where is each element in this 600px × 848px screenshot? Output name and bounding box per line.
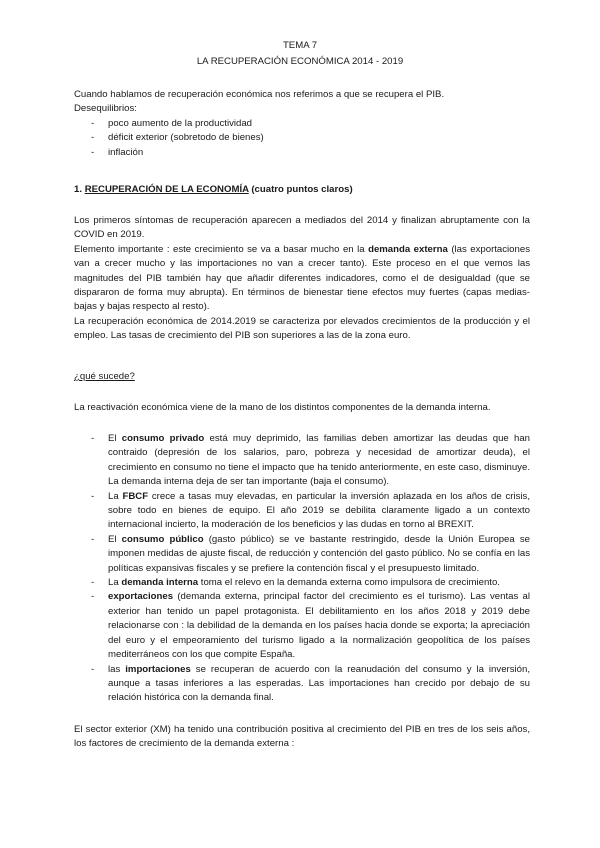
text-run: Elemento importante : este crecimiento se va a basar mucho en la: [74, 243, 369, 255]
dash-marker: -: [91, 591, 95, 603]
list-item: [74, 432, 530, 490]
list-item-text: poco aumento de la productividad: [108, 117, 253, 129]
paragraph: El sector exterior (XM) ha tenido una contribución positiva al crecimiento del PIB en tres de los seis años, los factores de crecimiento de la demanda externa :: [74, 724, 530, 750]
section-body: [74, 214, 530, 344]
document-title: LA RECUPERACIÓN ECONÓMICA 2014 - 2019: [196, 56, 404, 67]
text-run: crece a tasas muy elevadas, en particular la inversión aplazada en los años de crisis, sobre todo en bienes de equipo. El año 2019 se debilita claramente ligado a un contexto internacional incierto, la moderación de los beneficios y las dudas en torno al BREXIT.: [108, 490, 530, 531]
dash-marker: -: [91, 533, 95, 545]
text-run: El: [108, 433, 122, 444]
list-item: [74, 663, 530, 706]
section-number: 1.: [74, 184, 83, 195]
document-header: [0, 38, 600, 70]
intro-block: [74, 88, 530, 160]
paragraph: [74, 243, 530, 315]
list-item: [74, 490, 530, 533]
list-item-text: déficit exterior (sobretodo de bienes): [108, 132, 264, 144]
list-item: [74, 117, 530, 131]
dash-marker: -: [91, 577, 95, 589]
bold-term: importaciones: [125, 663, 191, 675]
tema-label: TEMA 7: [282, 40, 318, 51]
dash-marker: -: [91, 433, 95, 444]
text-run: La: [108, 577, 122, 589]
bold-term: FBCF: [122, 490, 149, 502]
list-item-text: inflación: [108, 146, 144, 158]
text-run: El: [108, 533, 122, 545]
section-heading: [74, 183, 353, 197]
text-run: está muy deprimido, las familias deben amortizar las deudas que han contraido (depresión de los salarios, paro, pobreza y necesidad de amortizar deuda), el crecimiento en consumo no tiene el impacto que ha tenido anteriormente, en este caso, disminuye. La demanda interna deja de ser tan importante (baja el consumo).: [108, 433, 530, 488]
text-run: (gasto público) se ve bastante restringido, desde la Unión Europea se imponen medidas de ajuste fiscal, de reducción y contención del gasto público. No se confía en las políticas expansivas fiscales y se prefiere la contención fiscal y el presupuesto limitado.: [108, 533, 531, 574]
bold-term: demanda externa: [368, 243, 448, 255]
intro-line: Cuando hablamos de recuperación económica nos referimos a que se recupera el PIB.: [74, 89, 445, 100]
paragraph: Los primeros síntomas de recuperación aparecen a mediados del 2014 y finalizan abruptamente con la COVID en 2019.: [74, 215, 530, 241]
subheading: ¿qué sucede?: [74, 371, 135, 382]
text-run: (demanda externa, principal factor del crecimiento es el turismo). Las ventas al exterior han tenido un papel protagonista. El debilitamiento en los años 2018 y 2019 debe relacionarse con : la debilidad de la demanda en los países hacia donde se exporta; la apreciación del euro y el empeoramiento del turismo ligado a la normalización geopolítica de los países mediterráneos con los que compite España.: [108, 591, 530, 661]
text-run: (las exportaciones van a crecer mucho y las importaciones no van a crecer tanto). Este proceso en el que vemos las magnitudes del PIB también hay que añadir diferentes indicadores, como el de desigualdad (que se dispararon de forma muy abrupta). En términos de bienestar tiene efectos muy fuertes (capas medias-bajas y bajas respecto al resto).: [74, 243, 530, 313]
list-item: [74, 533, 530, 576]
paragraph: La reactivación económica viene de la mano de los distintos componentes de la demanda interna.: [74, 402, 491, 413]
bold-term: consumo privado: [121, 433, 205, 444]
list-item: [74, 146, 530, 160]
section-title: RECUPERACIÓN DE LA ECONOMÍA: [84, 184, 249, 195]
text-run: se recuperan de acuerdo con la reanudación del consumo y la inversión, aunque a tasas inferiores a las esperadas. Las importaciones han crecido por debajo de su relación histórica con la demanda final.: [108, 663, 530, 704]
dash-marker: -: [91, 117, 95, 129]
text-run: las: [108, 663, 126, 675]
bold-term: exportaciones: [108, 591, 174, 603]
dash-marker: -: [91, 490, 95, 502]
section-note: (cuatro puntos claros): [251, 184, 353, 195]
dash-marker: -: [91, 146, 95, 158]
text-run: La: [108, 490, 123, 502]
text-run: toma el relevo en la demanda externa como impulsora de crecimiento.: [198, 577, 500, 589]
list-item: [74, 590, 530, 662]
desequilibrios-list: [74, 117, 530, 160]
components-list: [74, 432, 530, 706]
paragraph: La recuperación económica de 2014.2019 se caracteriza por elevados crecimientos de la producción y el empleo. Las tasas de crecimiento del PIB son superiores a las de la zona euro.: [74, 315, 530, 342]
dash-marker: -: [91, 663, 95, 675]
desequilibrios-label: Desequilibrios:: [74, 103, 137, 115]
bold-term: consumo público: [121, 533, 204, 545]
list-item: [74, 131, 530, 145]
list-item: [74, 576, 530, 590]
dash-marker: -: [91, 132, 95, 144]
bold-term: demanda interna: [121, 577, 199, 589]
